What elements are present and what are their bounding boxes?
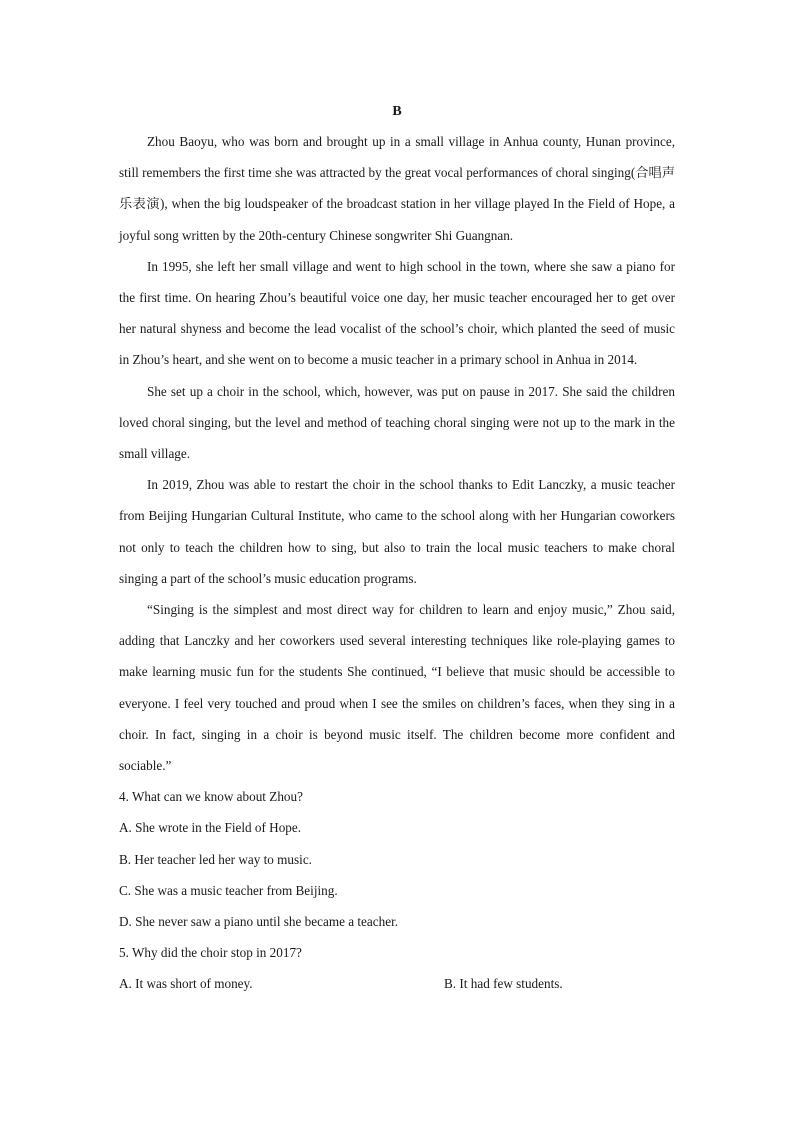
- question-stem: 4. What can we know about Zhou?: [119, 789, 303, 805]
- passage-paragraph-4: In 2019, Zhou was able to restart the choir in the school thanks to Edit Lanczky, a music teacher from Beijing Hungarian Cultural Institute, who came to the school along with her Hungarian coworkers not only to teach the children how to sing, but also to train the local music teachers to make choral singing a part of the school’s music education programs.: [119, 477, 675, 586]
- option-a: A. It was short of money.: [119, 976, 253, 992]
- question-4: [119, 781, 675, 937]
- passage-paragraph-5: “Singing is the simplest and most direct way for children to learn and enjoy music,” Zhou said, adding that Lanczky and her coworkers used several interesting techniques like role-playing games to make learning music fun for the students She continued, “I believe that music should be accessible to everyone. I feel very touched and proud when I see the smiles on children’s faces, when they sing in a choir. In fact, singing in a choir is beyond music itself. The children become more confident and sociable.”: [119, 602, 675, 774]
- options-row: [119, 968, 675, 999]
- document-page: [119, 98, 675, 1000]
- option-d: D. She never saw a piano until she became a teacher.: [119, 914, 399, 930]
- passage-paragraph-1: Zhou Baoyu, who was born and brought up in a small village in Anhua county, Hunan province, still remembers the first time she was attracted by the great vocal performances of choral singing(合唱声乐表演), when the big loudspeaker of the broadcast station in her village played In the Field of Hope, a joyful song written by the 20th-century Chinese songwriter Shi Guangnan.: [119, 134, 675, 243]
- question-stem: 5. Why did the choir stop in 2017?: [119, 945, 302, 961]
- passage-paragraph-3: She set up a choir in the school, which, however, was put on pause in 2017. She said the children loved choral singing, but the level and method of teaching choral singing were not up to the mark in the small village.: [119, 383, 675, 462]
- passage-paragraph-2: In 1995, she left her small village and went to high school in the town, where she saw a piano for the first time. On hearing Zhou’s beautiful voice one day, her music teacher encouraged her to get over her natural shyness and become the lead vocalist of the school’s choir, which planted the seed of music in Zhou’s heart, and she went on to become a music teacher in a primary school in Anhua in 2014.: [119, 258, 675, 368]
- option-b: B. It had few students.: [444, 976, 563, 992]
- option-b: B. Her teacher led her way to music.: [119, 851, 312, 867]
- option-a: A. She wrote in the Field of Hope.: [119, 820, 302, 836]
- passage: [119, 126, 675, 781]
- option-c: C. She was a music teacher from Beijing.: [119, 882, 338, 898]
- section-title: B: [392, 104, 402, 119]
- question-5: [119, 937, 675, 999]
